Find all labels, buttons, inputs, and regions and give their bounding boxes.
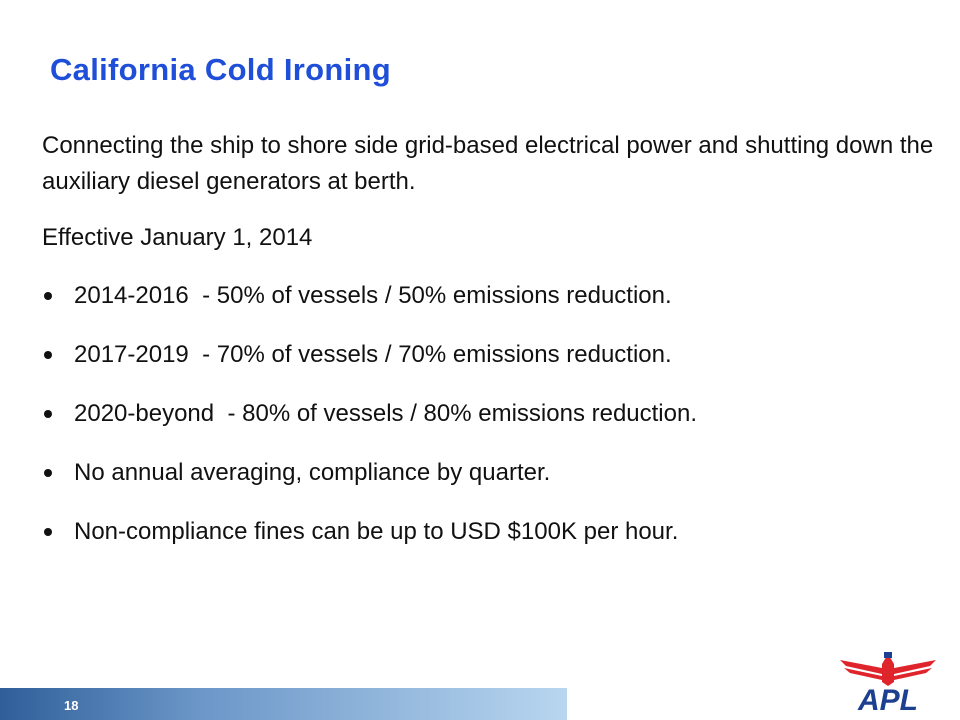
bullet-dot-icon — [44, 469, 52, 477]
bullet-text: Non-compliance fines can be up to USD $100K per hour. — [74, 518, 679, 545]
bullet-text: 2020-beyond - 80% of vessels / 80% emissions reduction. — [74, 400, 698, 427]
bullet-dot-icon — [44, 292, 52, 300]
bullet-text: No annual averaging, compliance by quarter. — [74, 459, 551, 486]
intro-paragraph: Connecting the ship to shore side grid-based electrical power and shutting down the auxiliary diesel generators at berth. — [42, 132, 934, 195]
effective-date: Effective January 1, 2014 — [42, 224, 313, 251]
bullet-item — [42, 514, 942, 550]
bullet-item — [42, 337, 942, 373]
slide-title: California Cold Ironing — [50, 52, 391, 87]
footer-bar — [0, 688, 567, 720]
page-number: 18 — [64, 698, 79, 713]
slide-content — [42, 128, 942, 573]
bullet-list — [42, 278, 942, 550]
bullet-dot-icon — [44, 410, 52, 418]
bullet-text: 2017-2019 - 70% of vessels / 70% emissions reduction. — [74, 341, 672, 368]
bullet-text: 2014-2016 - 50% of vessels / 50% emissions reduction. — [74, 282, 672, 309]
bullet-item — [42, 278, 942, 314]
bullet-dot-icon — [44, 351, 52, 359]
logo-text: APL — [858, 684, 918, 712]
apl-eagle-logo-icon — [838, 650, 938, 712]
bullet-item — [42, 396, 942, 432]
bullet-item — [42, 455, 942, 491]
bullet-dot-icon — [44, 528, 52, 536]
